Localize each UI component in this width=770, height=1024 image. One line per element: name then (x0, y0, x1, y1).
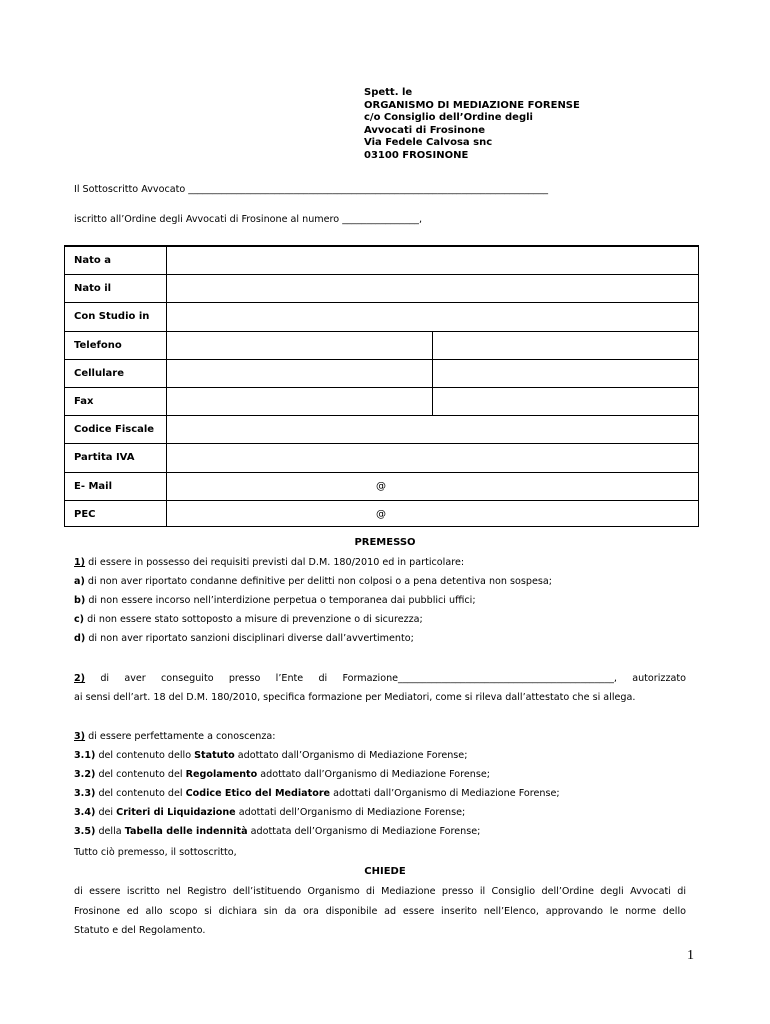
requirement-key: b) (74, 595, 86, 606)
requirement-c (74, 614, 423, 625)
cell-divider (432, 360, 433, 388)
row-nato-a (65, 246, 698, 275)
knowledge-3-4 (74, 807, 465, 818)
row-codice-fiscale (65, 415, 698, 444)
requirement-text: di non aver riportato sanzioni disciplinari diverse dall’avvertimento; (85, 633, 414, 644)
requirement-text: di non essere stato sottoposto a misure di prevenzione o di sicurezza; (84, 614, 423, 625)
request-line2: Frosinone ed allo scopo si dichiara sin da ora disponibile ad essere inserito nell’Elenco, approvando le norme dello (74, 906, 686, 917)
label-partita-iva: Partita IVA (74, 452, 135, 464)
recipient-address (364, 87, 580, 162)
label-email: E- Mail (74, 480, 113, 492)
label-telefono: Telefono (74, 339, 122, 351)
knowledge-key: 3.3) (74, 788, 96, 799)
personal-data-table (64, 245, 699, 527)
premise-number: 2) (74, 673, 86, 684)
knowledge-text: adottati dall’Organismo di Mediazione Forense; (330, 788, 560, 799)
premise-number: 3) (74, 731, 86, 742)
knowledge-text: dei (95, 807, 117, 818)
knowledge-3-5 (74, 826, 480, 837)
knowledge-3-2 (74, 769, 490, 780)
address-line: Via Fedele Calvosa snc (364, 137, 493, 148)
row-fax (65, 387, 698, 416)
requirement-key: d) (74, 633, 86, 644)
requirement-d (74, 633, 414, 644)
closing-line: Tutto ciò premesso, il sottoscritto, (74, 847, 237, 858)
row-email (65, 472, 698, 501)
requirement-a (74, 576, 552, 587)
address-line: Avvocati di Frosinone (364, 124, 485, 136)
requirement-b (74, 595, 476, 606)
knowledge-bold: Regolamento (185, 769, 258, 780)
premise-3 (74, 731, 276, 742)
knowledge-text: del contenuto dello (95, 750, 195, 761)
knowledge-text: adottato dall’Organismo di Mediazione Forense; (257, 769, 490, 780)
knowledge-key: 3.1) (74, 750, 96, 761)
cell-divider (432, 388, 433, 416)
label-codice-fiscale: Codice Fiscale (74, 424, 155, 436)
knowledge-bold: Statuto (194, 750, 235, 761)
knowledge-3-3 (74, 788, 560, 799)
knowledge-key: 3.2) (74, 769, 96, 780)
label-cellulare: Cellulare (74, 367, 124, 379)
row-nato-il (65, 274, 698, 303)
cell-divider (432, 332, 433, 360)
label-studio: Con Studio in (74, 311, 150, 323)
knowledge-text: adottata dell’Organismo di Mediazione Forense; (247, 826, 481, 837)
knowledge-3-1 (74, 750, 467, 761)
premise-text: di essere perfettamente a conoscenza: (85, 731, 276, 742)
requirement-text: di non essere incorso nell’interdizione perpetua o temporanea dai pubblici uffici; (85, 595, 476, 606)
premise-2-line1 (74, 673, 686, 684)
registration-number-line: iscritto all’Ordine degli Avvocati di Frosinone al numero ________________, (74, 214, 423, 225)
at-symbol: @ (376, 480, 386, 492)
row-cellulare (65, 359, 698, 388)
at-symbol: @ (376, 508, 386, 520)
page-number: 1 (687, 948, 694, 963)
address-line: 03100 FROSINONE (364, 149, 469, 161)
request-line1: di essere iscritto nel Registro dell’istituendo Organismo di Mediazione presso il Consiglio dell’Ordine degli Avvocati di (74, 886, 686, 897)
label-nato-il: Nato il (74, 283, 112, 295)
address-line: ORGANISMO DI MEDIAZIONE FORENSE (364, 99, 580, 111)
row-pec (65, 500, 698, 529)
knowledge-bold: Criteri di Liquidazione (116, 807, 236, 818)
requirement-key: c) (74, 614, 85, 625)
knowledge-text: del contenuto del (95, 788, 186, 799)
knowledge-key: 3.4) (74, 807, 96, 818)
premise-1 (74, 557, 464, 568)
label-pec: PEC (74, 508, 96, 520)
row-telefono (65, 331, 698, 360)
knowledge-key: 3.5) (74, 826, 96, 837)
knowledge-text: adottati dell’Organismo di Mediazione Forense; (235, 807, 466, 818)
label-nato-a: Nato a (74, 255, 111, 266)
label-fax: Fax (74, 396, 94, 407)
row-partita-iva (65, 443, 698, 472)
knowledge-bold: Codice Etico del Mediatore (185, 788, 331, 799)
requirement-text: di non aver riportato condanne definitive per delitti non colposi o a pena detentiva non sospesa; (84, 576, 553, 587)
knowledge-text: del contenuto del (95, 769, 186, 780)
row-studio (65, 302, 698, 331)
request-line3: Statuto e del Regolamento. (74, 925, 206, 936)
knowledge-text: adottato dall’Organismo di Mediazione Forense; (234, 750, 468, 761)
address-line: Spett. le (364, 87, 413, 98)
premise-text: di aver conseguito presso l’Ente di Formazione_____________________________________________, autorizzato (85, 673, 686, 684)
address-line: c/o Consiglio dell’Ordine degli (364, 112, 533, 123)
premesso-heading: PREMESSO (354, 537, 416, 548)
knowledge-text: della (95, 826, 125, 837)
lawyer-name-line: Il Sottoscritto Avvocato ___________________________________________________________________________ (74, 184, 549, 195)
premise-2-line2: ai sensi dell’art. 18 del D.M. 180/2010, specifica formazione per Mediatori, come si rileva dall’attestato che si allega. (74, 692, 636, 703)
knowledge-bold: Tabella delle indennità (124, 826, 248, 837)
premise-text: di essere in possesso dei requisiti previsti dal D.M. 180/2010 ed in particolare: (85, 557, 465, 568)
requirement-key: a) (74, 576, 85, 587)
premise-number: 1) (74, 557, 86, 568)
chiede-heading: CHIEDE (364, 866, 406, 877)
